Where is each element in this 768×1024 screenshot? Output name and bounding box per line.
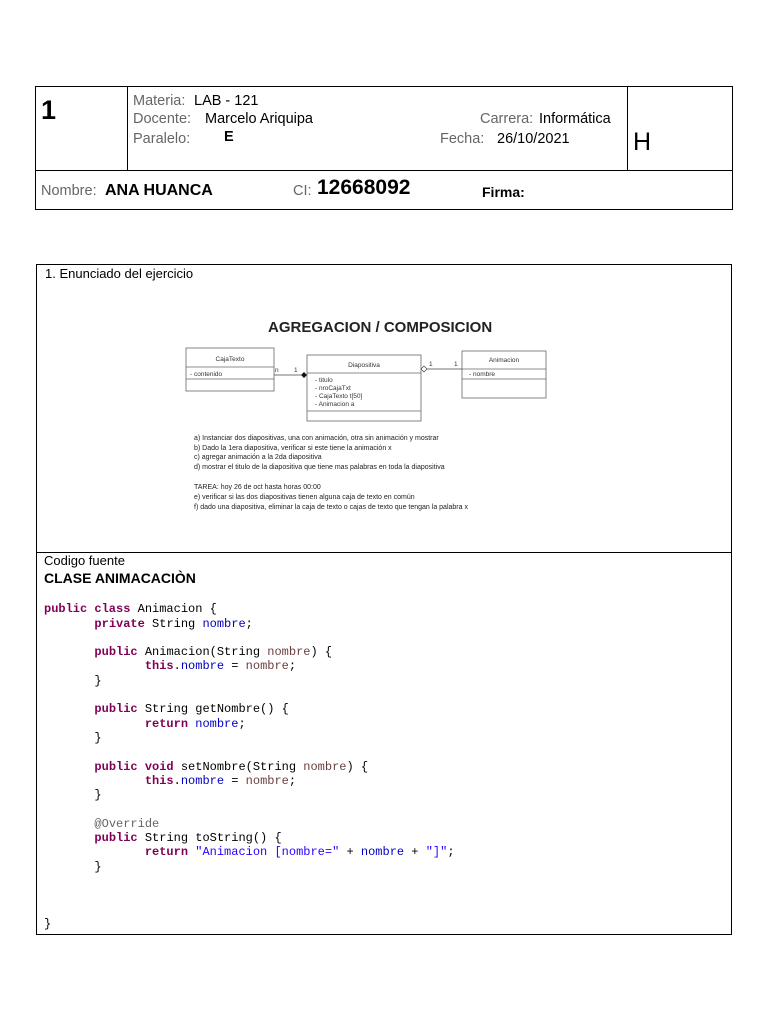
code-line [44,674,455,688]
ci-value: 12668092 [317,176,411,199]
code-line [44,874,455,888]
code-text: } [94,673,102,688]
homework-item: e) verificar si las dos diapositivas tienen alguna caja de texto en común [194,493,415,501]
code-field: nombre [202,616,246,631]
exercise-heading: 1. Enunciado del ejercicio [45,266,194,281]
code-text: Animacion(String [137,645,268,660]
carrera-label: Carrera: [480,111,534,127]
code-line [44,845,455,859]
uml-class-cajatexto [186,348,274,391]
code-line [44,717,455,731]
code-line [44,702,455,716]
fecha-value: 26/10/2021 [497,131,570,147]
uml-diapositiva-name: Diapositiva [348,362,380,369]
code-text: String getNombre() { [137,702,289,717]
uml-diapositiva-attr: - titulo [315,377,333,384]
code-block [44,588,455,960]
task-item: d) mostrar el titulo de la diapositiva que tiene mas palabras en toda la diapositiva [194,463,445,471]
code-string: "Animacion [nombre=" [195,845,340,860]
code-text: + [339,845,361,860]
diagram-title: AGREGACION / COMPOSICION [268,319,493,336]
code-text: . [173,659,181,674]
code-line [44,688,455,702]
uml-mult-n: n [275,367,279,374]
task-item: b) Dado la 1era diapositiva, verificar si este tiene la animación x [194,444,392,452]
code-text: ; [288,773,297,788]
uml-mult-1: 1 [294,367,298,374]
uml-animacion-attr: - nombre [469,371,496,378]
code-text: ; [245,616,253,631]
code-keyword: public [94,831,138,846]
uml-diapositiva-attr: - Animacion a [315,401,355,408]
code-field: nombre [195,716,239,731]
code-line [44,631,455,645]
fecha-label: Fecha: [440,131,485,147]
divider [127,87,128,171]
uml-hollow-diamond [421,366,427,372]
code-keyword: this [144,773,174,788]
uml-filled-diamond [301,372,307,378]
code-keyword: return [144,845,189,860]
code-text: . [173,773,181,788]
code-param: nombre [303,759,347,774]
divider [627,87,628,171]
code-line [44,860,455,874]
code-text: setNombre(String [173,759,304,774]
code-text: } [94,730,102,745]
uml-diapositiva-attr: - nroCajaTxt [315,385,351,392]
homework-list [194,484,468,513]
code-text: Animacion { [130,602,217,617]
uml-mult-1: 1 [429,361,433,368]
code-text: ; [288,659,297,674]
grade: H [633,128,652,156]
divider [36,170,732,171]
class-title: CLASE ANIMACACIÒN [44,570,196,586]
source-heading: Codigo fuente [44,553,125,568]
docente-value: Marcelo Ariquipa [205,111,313,127]
homework-item: f) dado una diapositiva, eliminar la caja de texto o cajas de texto que tengan la palabra x [194,503,468,511]
code-param: nombre [267,645,311,660]
task-list [194,435,445,473]
code-line [44,659,455,673]
uml-class-animacion [462,351,546,398]
firma-label: Firma: [482,184,525,200]
homework-item: TAREA: hoy 26 de oct hasta horas 00:00 [194,484,321,491]
code-keyword: public [94,645,138,660]
header-box [35,86,733,210]
code-line [44,917,455,931]
code-keyword: private [94,616,145,631]
code-keyword: return [144,716,189,731]
paralelo-label: Paralelo: [133,131,191,147]
nombre-value: ANA HUANCA [105,182,213,199]
code-line [44,888,455,902]
code-text: } [94,859,102,874]
code-string: "]" [425,845,448,860]
code-param: nombre [245,773,289,788]
code-line [44,760,455,774]
uml-mult-1: 1 [454,361,458,368]
code-line [44,903,455,917]
code-line [44,817,455,831]
code-line [44,802,455,816]
uml-cajatexto-name: CajaTexto [215,356,245,363]
code-line [44,731,455,745]
code-text: ) { [310,645,333,660]
code-keyword: public class [44,602,131,617]
materia-value: LAB - 121 [194,93,259,109]
code-line [44,831,455,845]
code-field: nombre [180,659,225,674]
code-text: + [404,845,426,860]
task-item: c) agregar animación a la 2da diapositiva [194,454,322,461]
code-text: String toString() { [137,831,282,846]
carrera-value: Informática [539,111,611,127]
code-text: ; [447,845,455,860]
code-text: = [224,773,246,788]
uml-class-diapositiva [307,355,421,421]
code-line [44,745,455,759]
code-text: = [224,659,246,674]
code-annotation: @Override [94,816,160,831]
nombre-label: Nombre: [41,183,97,199]
exercise-box [36,264,732,935]
exam-number: 1 [41,95,57,125]
uml-diagram [177,345,557,425]
code-line [44,774,455,788]
code-field: nombre [360,845,405,860]
code-text: } [44,916,52,931]
divider [37,552,731,553]
uml-cajatexto-attr: - contenido [190,371,223,378]
code-param: nombre [245,659,289,674]
paralelo-value: E [224,129,234,145]
code-text: ; [238,716,246,731]
code-keyword: public [94,702,138,717]
code-keyword: this [144,659,174,674]
code-line [44,602,455,616]
code-text: } [94,788,102,803]
docente-label: Docente: [133,111,192,127]
code-text: ) { [346,759,369,774]
code-line [44,788,455,802]
code-keyword: public void [94,759,174,774]
uml-diapositiva-attr: - CajaTexto t[50] [315,393,363,400]
materia-label: Materia: [133,93,186,109]
code-line [44,645,455,659]
task-item: a) Instanciar dos diapositivas, una con animación, otra sin animación y mostrar [194,435,439,442]
ci-label: CI: [293,183,312,199]
code-line [44,617,455,631]
code-text: String [144,616,203,631]
code-field: nombre [180,773,225,788]
uml-animacion-name: Animacion [488,357,520,364]
